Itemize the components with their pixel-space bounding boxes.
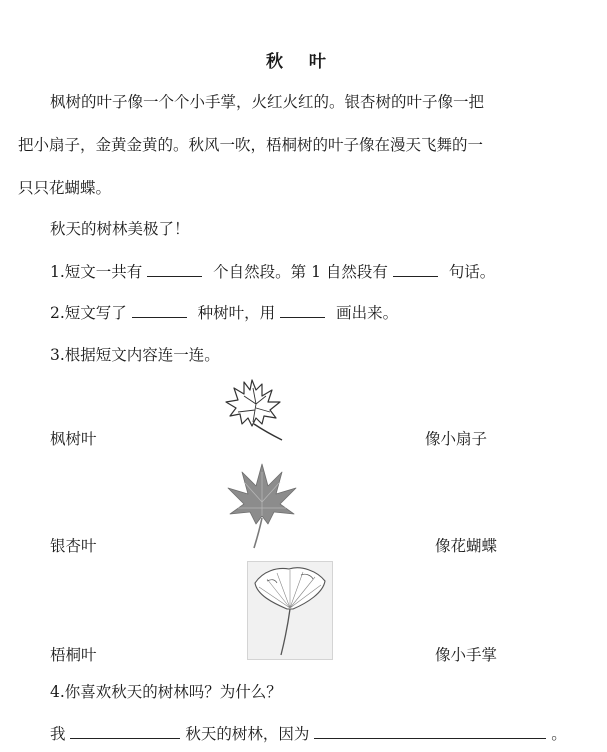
match-right-hand[interactable]: 像小手掌 (435, 646, 498, 664)
ginkgo-leaf-icon[interactable] (247, 561, 333, 660)
question-2-part-b: 种树叶，用 (197, 304, 276, 322)
maple-leaf-outline-icon[interactable] (222, 374, 288, 444)
match-right-fan[interactable]: 像小扇子 (425, 430, 488, 448)
answer-line (50, 722, 567, 744)
passage-line-4: 秋天的树林美极了！ (50, 220, 190, 238)
question-1-part-c: 句话。 (448, 263, 496, 281)
passage-line-2: 把小扇子，金黄金黄的。秋风一吹，梧桐树的叶子像在漫天飞舞的一 (18, 136, 484, 154)
question-2-part-c: 画出来。 (336, 304, 399, 322)
question-2-part-a: 2.短文写了 (50, 304, 127, 322)
page-title: 秋 叶 (266, 52, 336, 72)
question-3: 3.根据短文内容连一连。 (50, 346, 220, 364)
match-left-maple[interactable]: 枫树叶 (50, 430, 97, 448)
match-left-wutong[interactable]: 梧桐叶 (50, 646, 97, 664)
question-1-part-a: 1.短文一共有 (50, 263, 143, 281)
passage-line-3: 只只花蝴蝶。 (18, 179, 112, 197)
reason-answer-blank[interactable] (314, 724, 546, 739)
question-1 (50, 260, 495, 282)
passage-line-1: 枫树的叶子像一个个小手掌，火红火红的。银杏树的叶子像一把 (50, 93, 485, 111)
marking-symbol-blank[interactable] (280, 303, 325, 318)
like-answer-blank[interactable] (70, 724, 180, 739)
question-1-part-b: 个自然段。第 1 自然段有 (213, 263, 388, 281)
match-right-butterfly[interactable]: 像花蝴蝶 (435, 537, 498, 555)
sentence-count-blank[interactable] (393, 262, 438, 277)
question-4: 4.你喜欢秋天的树林吗？为什么？ (50, 683, 282, 701)
match-left-ginkgo[interactable]: 银杏叶 (50, 537, 97, 555)
answer-part-c: 。 (551, 725, 567, 743)
leaf-kind-count-blank[interactable] (132, 303, 187, 318)
question-2 (50, 301, 398, 323)
answer-part-a: 我 (50, 725, 66, 743)
maple-leaf-gray-icon[interactable] (224, 458, 300, 550)
answer-part-b: 秋天的树林，因为 (185, 725, 310, 743)
paragraph-count-blank[interactable] (147, 262, 202, 277)
